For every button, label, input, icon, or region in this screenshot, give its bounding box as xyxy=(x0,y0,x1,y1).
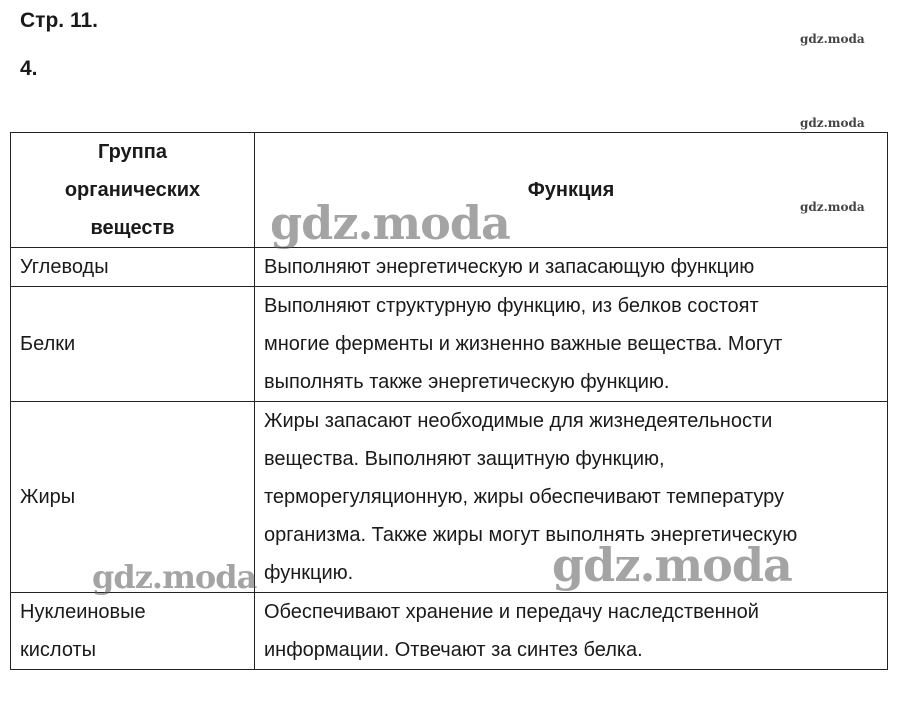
group-name: Нуклеиновые xyxy=(20,601,146,623)
watermark: gdz.moda xyxy=(800,200,865,214)
group-cell xyxy=(11,287,255,402)
function-cell xyxy=(255,287,888,402)
function-line: организма. Также жиры могут выполнять энергетическую xyxy=(264,524,798,546)
header-function-label: Функция xyxy=(527,179,615,201)
header-group-line: веществ xyxy=(90,217,175,239)
table-row xyxy=(11,593,888,670)
header-group xyxy=(11,133,255,248)
table-row xyxy=(11,287,888,402)
function-line: терморегуляционную, жиры обеспечивают температуру xyxy=(264,486,784,508)
function-line: вещества. Выполняют защитную функцию, xyxy=(264,448,665,470)
watermark: gdz.moda xyxy=(270,196,510,250)
group-cell xyxy=(11,593,255,670)
watermark: gdz.moda xyxy=(552,538,792,592)
function-line: Обеспечивают хранение и передачу наследственной xyxy=(264,601,759,623)
task-number: 4. xyxy=(20,57,38,80)
function-line: Жиры запасают необходимые для жизнедеятельности xyxy=(264,410,773,432)
function-line: выполнять также энергетическую функцию. xyxy=(264,371,670,393)
function-cell xyxy=(255,248,888,287)
watermark: gdz.moda xyxy=(800,116,865,130)
function-line: функцию. xyxy=(264,562,354,584)
watermark: gdz.moda xyxy=(800,32,865,46)
function-line: Выполняют структурную функцию, из белков состоят xyxy=(264,295,759,317)
function-line: информации. Отвечают за синтез белка. xyxy=(264,639,643,661)
group-cell xyxy=(11,248,255,287)
group-name: Углеводы xyxy=(20,256,109,278)
header-group-line: органических xyxy=(64,179,201,201)
function-cell xyxy=(255,593,888,670)
header-group-line: Группа xyxy=(98,141,167,163)
function-line: Выполняют энергетическую и запасающую функцию xyxy=(264,256,755,278)
watermark: gdz.moda xyxy=(92,558,257,596)
function-line: многие ферменты и жизненно важные вещества. Могут xyxy=(264,333,783,355)
group-name: Белки xyxy=(20,333,76,355)
group-name: Жиры xyxy=(20,486,76,508)
table-row xyxy=(11,248,888,287)
page-reference: Стр. 11. xyxy=(20,9,98,32)
group-name: кислоты xyxy=(20,639,97,661)
